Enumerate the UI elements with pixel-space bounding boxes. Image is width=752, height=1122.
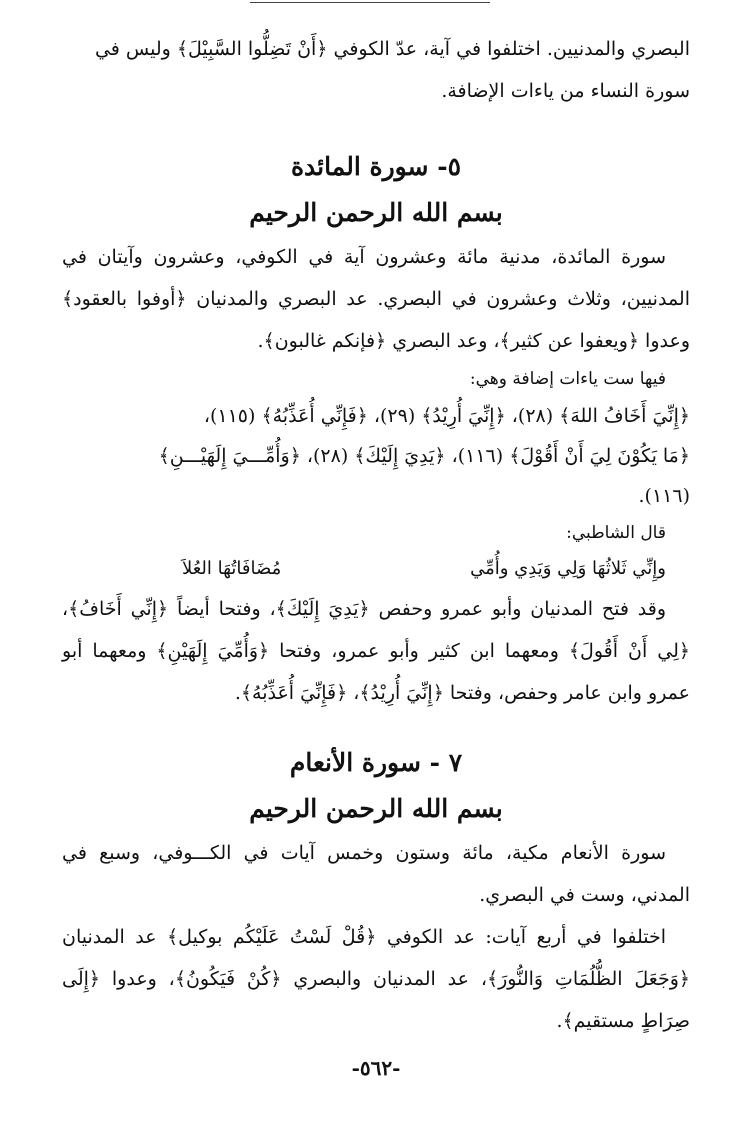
maida-verses-line-2: ﴿مَا يَكُوْنَ لِيَ أَنْ أَقُوْلَ﴾ (١١٦)، ﴿يَدِيَ إِلَيْكَ﴾ (٢٨)، ﴿وَأُمِّـــيَ إِلَهَيْـــنِ﴾ xyxy=(158,445,690,467)
top-rule xyxy=(250,2,490,3)
anam-paragraph-1: سورة الأنعام مكية، مائة وستون وخمس آيات في الكـــوفي، وسبع في المدني، وست في البصري. xyxy=(62,842,690,906)
anam-basmala: بسم الله الرحمن الرحيم xyxy=(249,794,503,823)
intro-line-1: البصري والمدنيين. اختلفوا في آية، عدّ الكوفي ﴿أَنْ تَضِلُّوا السَّبِيْلَ﴾ وليس في xyxy=(94,38,690,60)
maida-basmala: بسم الله الرحمن الرحيم xyxy=(249,198,503,227)
poem-hemistich-right: وإِنِّي ثَلاثُهَا وَلِي وَيَدِي وأُمِّي xyxy=(470,558,666,579)
page-number: -٥٦٢- xyxy=(351,1056,401,1080)
maida-verses-line-1: ﴿إِنِّيَ أَخَافُ اللهَ﴾ (٢٨)، ﴿إِنِّيَ أُرِيْدُ﴾ (٢٩)، ﴿فَإِنِّي أُعَذِّبُهُ﴾ (١١٥)، xyxy=(203,405,690,427)
shatibi-poem xyxy=(62,550,690,588)
maida-verse-list xyxy=(62,396,690,516)
intro-line-2: سورة النساء من ياءات الإضافة. xyxy=(441,80,690,102)
maida-paragraph-2: وقد فتح المدنيان وأبو عمرو وحفص ﴿يَدِيَ إِلَيْكَ﴾، وفتحا أيضاً ﴿إِنِّي أَخَافُ﴾، ﴿لِي أَنْ أَقُولَ﴾ ومعهما ابن كثير وأبو عمرو، وفتحا ﴿وَأُمِّيَ إِلَهَيْنِ﴾ ومعهما أبو عمرو وابن عامر وحفص، وفتحا ﴿إِنِّيَ أُرِيْدُ﴾، ﴿فَإِنِّيَ أُعَذِّبُهُ﴾. xyxy=(62,598,690,704)
anam-paragraph-2: اختلفوا في أربع آيات: عد الكوفي ﴿قُلْ لَسْتُ عَلَيْكُم بوكيل﴾ عد المدنيان ﴿وَجَعَلَ الظُّلُمَاتِ وَالنُّورَ﴾، عد المدنيان والبصري ﴿كُنْ فَيَكُونُ﴾، وعدوا ﴿إِلَى صِرَاطٍ مستقيم﴾. xyxy=(62,926,690,1032)
maida-verses-line-3: (١١٦). xyxy=(638,485,690,507)
page-content xyxy=(62,28,690,1042)
maida-paragraph-1: سورة المائدة، مدنية مائة وعشرون آية في الكوفي، وعشرون وآيتان في المدنيين، وثلاث وعشرون في البصري. عد البصري والمدنيان ﴿أوفوا بالعقود﴾ وعدوا ﴿ويعفوا عن كثير﴾، وعد البصري ﴿فإنكم غالبون﴾. xyxy=(62,246,690,352)
poem-hemistich-left: مُضَافَاتُهَا العُلاَ xyxy=(182,558,282,579)
maida-title: ٥- سورة المائدة xyxy=(290,152,462,181)
anam-title: ٧ - سورة الأنعام xyxy=(289,748,463,777)
maida-ya-intro: فيها ست ياءات إضافة وهي: xyxy=(469,369,666,389)
shatibi-label: قال الشاطبي: xyxy=(566,523,666,543)
